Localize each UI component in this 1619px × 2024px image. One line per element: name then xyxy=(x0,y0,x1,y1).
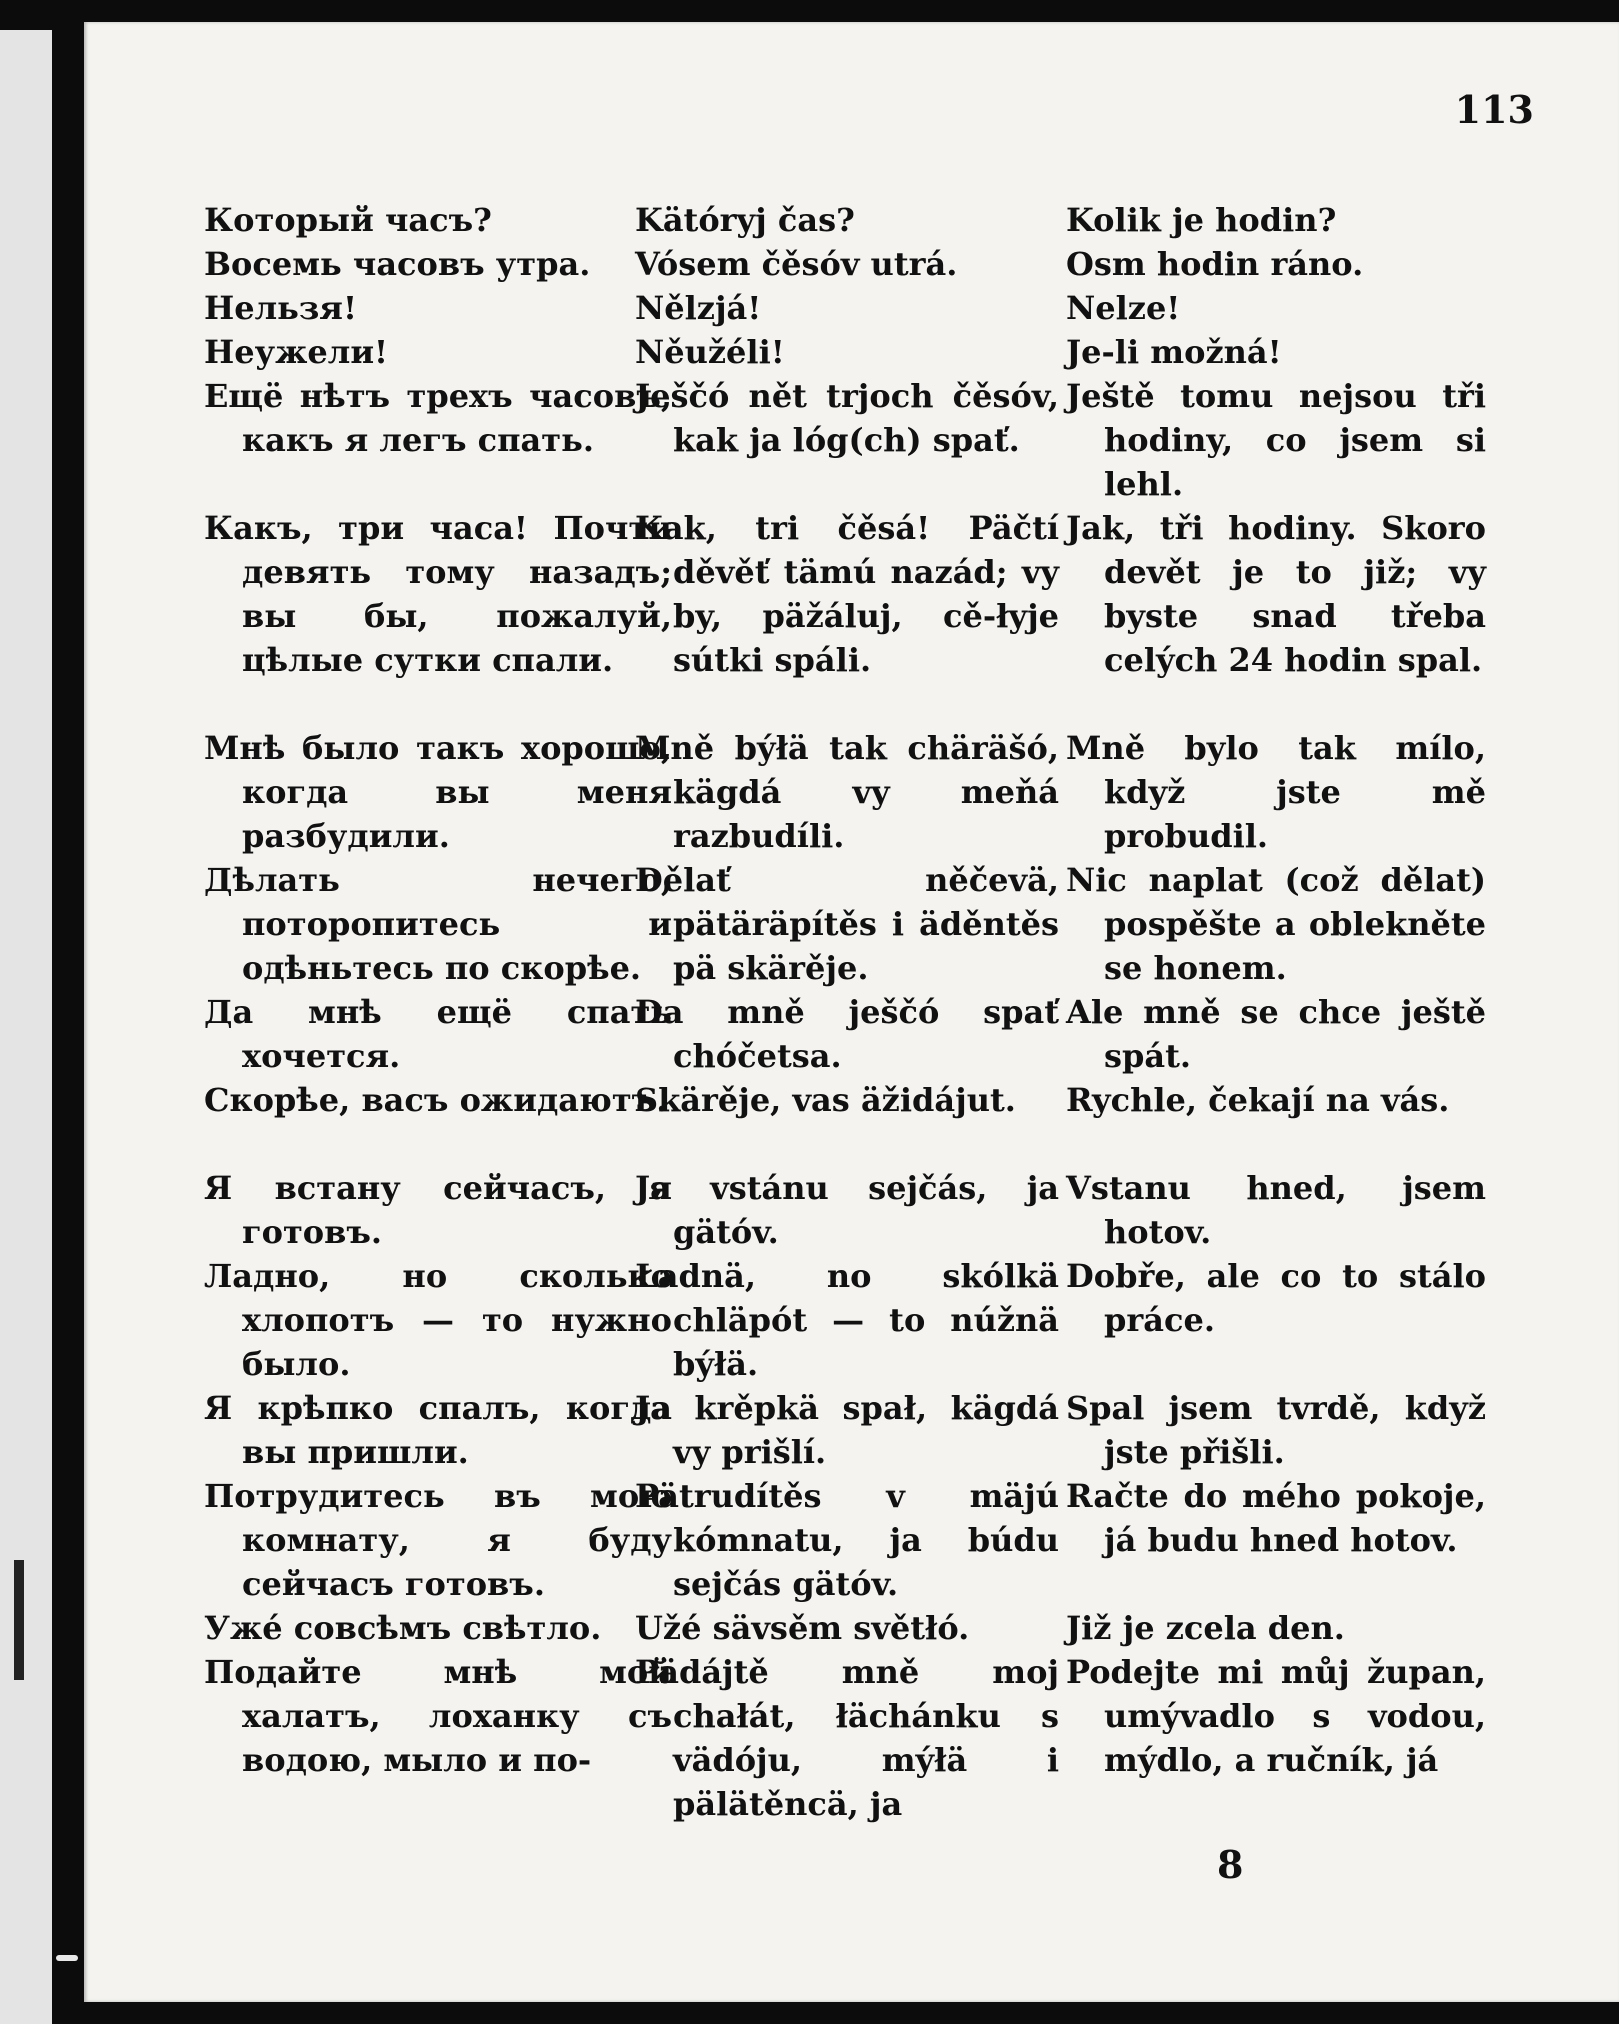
entry-cz: Nelze! xyxy=(1066,289,1181,327)
russian-column xyxy=(204,198,672,1782)
adjacent-page-edge xyxy=(0,30,52,2024)
entry-ru: Я встану сейчасъ, я готовъ. xyxy=(204,1169,672,1251)
entry-tr: Ješčó nět trjoch čěsóv, kak ja lóg(ch) spať. xyxy=(635,377,1059,459)
entry-tr: Ja krěpkä spał, kägdá vy prišlí. xyxy=(635,1389,1059,1471)
czech-column xyxy=(1066,198,1486,1782)
entry-cz: Osm hodin ráno. xyxy=(1066,245,1364,283)
entry-cz: Spal jsem tvrdě, když jste přišli. xyxy=(1066,1389,1486,1471)
entry-tr: Pätrudítěs v mäjú kómnatu, ja búdu sejčás gätóv. xyxy=(635,1477,1059,1603)
signature-mark: 8 xyxy=(1217,1842,1244,1887)
entry-cz: Rychle, čekají na vás. xyxy=(1066,1081,1450,1119)
entry-cz: Vstanu hned, jsem hotov. xyxy=(1066,1169,1486,1251)
entry-tr: Užé sävsěm světłó. xyxy=(635,1609,970,1647)
entry-cz: Nic naplat (což dělat) pospěšte a oblekněte se honem. xyxy=(1066,861,1486,987)
entry-cz: Jak, tři hodiny. Skoro devět je to již; vy byste snad třeba celých 24 hodin spal. xyxy=(1066,509,1486,679)
entry-cz: Již je zcela den. xyxy=(1066,1609,1345,1647)
entry-ru: Мнѣ было такъ хорошо, когда вы меня разбудили. xyxy=(204,729,672,855)
binding-mark xyxy=(14,1560,24,1680)
entry-tr: Ja vstánu sejčás, ja gätóv. xyxy=(635,1169,1059,1251)
entry-ru: Ладно, но сколько хлопотъ — то нужно было. xyxy=(204,1257,672,1383)
book-page xyxy=(84,22,1619,2002)
entry-ru: Который часъ? xyxy=(204,201,492,239)
entry-cz: Kolik je hodin? xyxy=(1066,201,1337,239)
entry-tr: Ładnä, no skólkä chläpót — to núžnä býłä. xyxy=(635,1257,1059,1383)
entry-ru: Подайте мнѣ мой халатъ, лоханку съ водою, мыло и по- xyxy=(204,1653,672,1779)
entry-cz: Je-li možná! xyxy=(1066,333,1282,371)
entry-ru: Я крѣпко спалъ, когда вы пришли. xyxy=(204,1389,672,1471)
entry-tr: Kätóryj čas? xyxy=(635,201,855,239)
entry-ru: Какъ, три часа! Почти девять тому назадъ; вы бы, пожалуй, цѣлые сутки спали. xyxy=(204,509,672,679)
entry-cz: Mně bylo tak mílo, když jste mě probudil. xyxy=(1066,729,1486,855)
entry-tr: Něužéli! xyxy=(635,333,785,371)
entry-ru: Да мнѣ ещё спать хочется. xyxy=(204,993,672,1075)
entry-ru: Нельзя! xyxy=(204,289,357,327)
entry-cz: Dobře, ale co to stálo práce. xyxy=(1066,1257,1486,1339)
entry-cz: Račte do mého pokoje, já budu hned hotov. xyxy=(1066,1477,1486,1559)
entry-tr: Vósem čěsóv utrá. xyxy=(635,245,958,283)
page-number: 113 xyxy=(1454,87,1534,132)
transliteration-column xyxy=(635,198,1059,1823)
entry-ru: Скорѣе, васъ ожидаютъ. xyxy=(204,1081,668,1119)
entry-tr: Dělať něčevä, pätäräpítěs i äděntěs pä skärěje. xyxy=(635,861,1059,987)
entry-ru: Неужели! xyxy=(204,333,389,371)
entry-ru: Ещё нѣтъ трехъ часовъ, какъ я легъ спать. xyxy=(204,377,672,459)
entry-ru: Потрудитесь въ мою комнату, я буду сейчасъ готовъ. xyxy=(204,1477,672,1603)
entry-tr: Skärěje, vas äžidájut. xyxy=(635,1081,1016,1119)
entry-cz: Podejte mi můj župan, umývadlo s vodou, mýdlo, a ručník, já xyxy=(1066,1653,1486,1779)
entry-tr: Mně býłä tak chäräšó, kägdá vy meňá razbudíli. xyxy=(635,729,1059,855)
entry-tr: Kak, tri čěsá! Päčtí děvěť tämú nazád; vy by, päžáluj, cě-łyje sútki spáli. xyxy=(635,509,1059,679)
entry-cz: Ještě tomu nejsou tři hodiny, co jsem si lehl. xyxy=(1066,377,1486,503)
entry-tr: Nělzjá! xyxy=(635,289,762,327)
corner-mark xyxy=(56,1955,78,1961)
entry-ru: Восемь часовъ утра. xyxy=(204,245,591,283)
entry-ru: Дѣлать нечего, поторопитесь и одѣньтесь по скорѣе. xyxy=(204,861,672,987)
entry-tr: Da mně ješčó spať chóčetsa. xyxy=(635,993,1059,1075)
entry-ru: Ужé совсѣмъ свѣтло. xyxy=(204,1609,602,1647)
entry-cz: Ale mně se chce ještě spát. xyxy=(1066,993,1486,1075)
entry-tr: Pädájtě mně moj chałát, łächánku s vädóju, mýłä i pälätěncä, ja xyxy=(635,1653,1059,1823)
